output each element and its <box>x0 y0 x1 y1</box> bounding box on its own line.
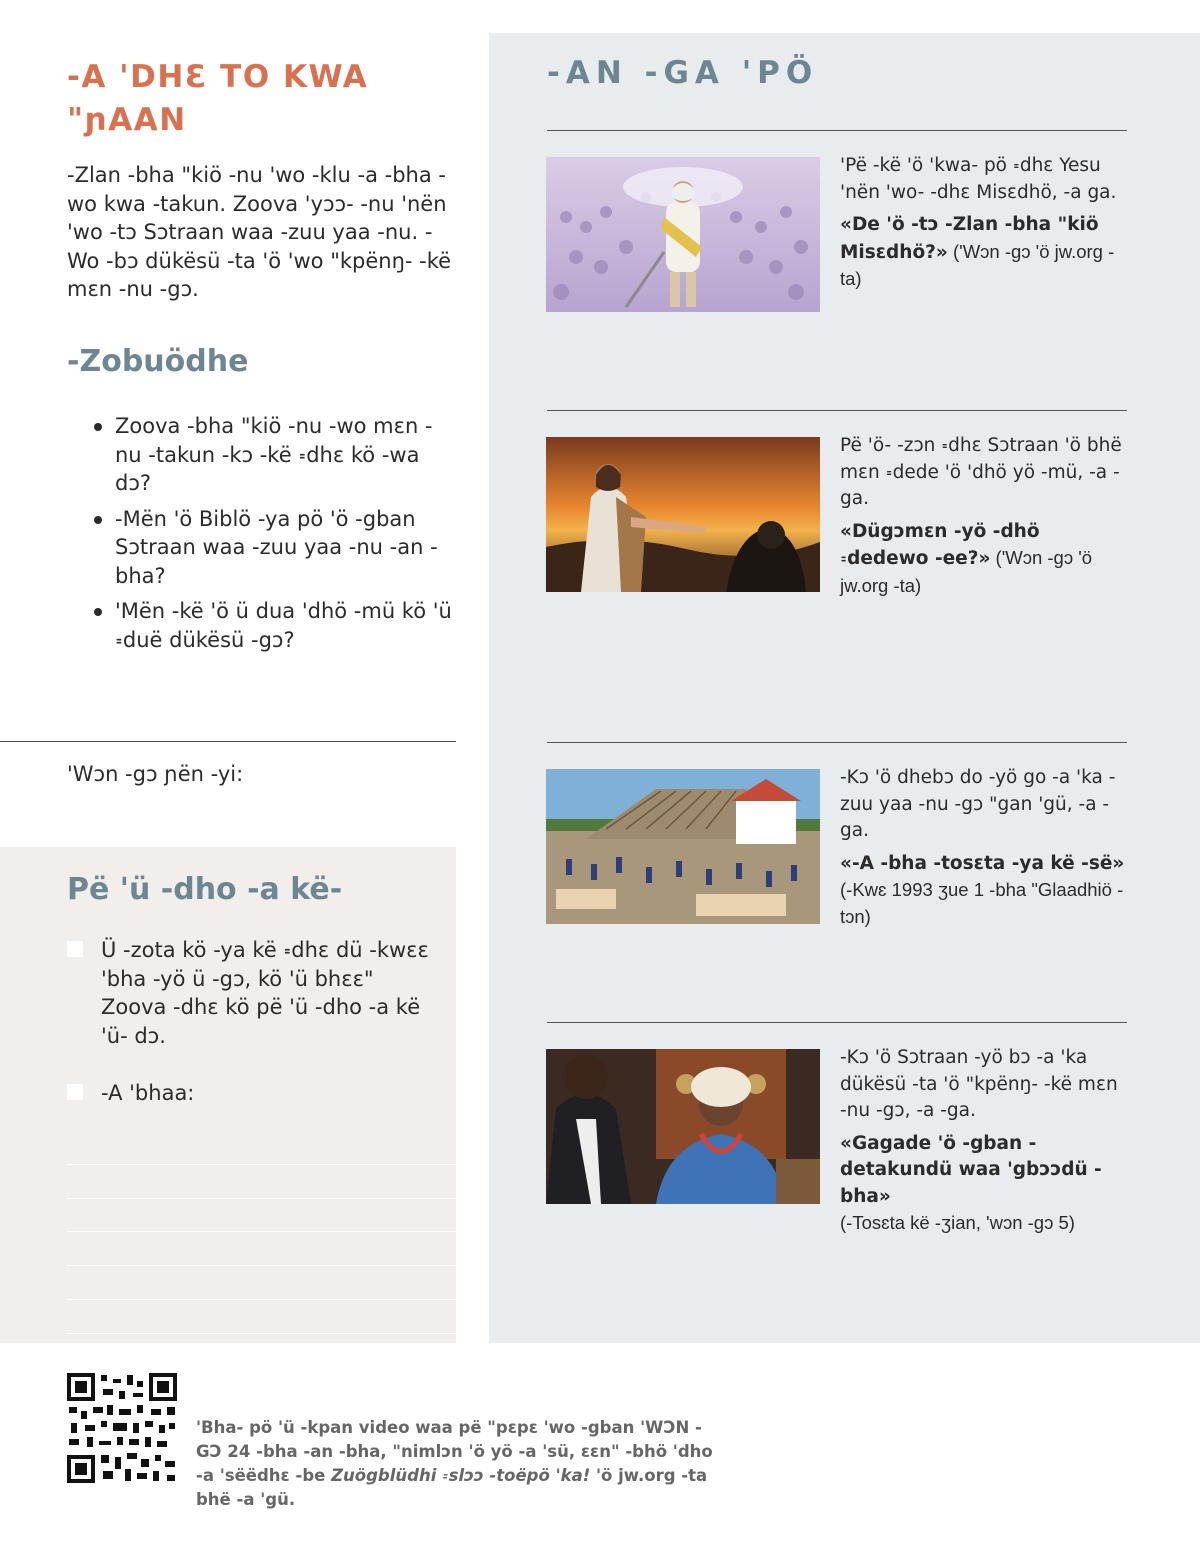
explore-item-text: -Kɔ 'ö dhebɔ do -yö go -a 'ka -zuu yaa -nu -gɔ "gan 'gü, -a -ga. <box>840 767 1116 841</box>
explore-panel <box>489 33 1200 1343</box>
explore-item-source: (-Kwɛ 1993 ʒue 1 -bha "Glaadhiö -tɔn) <box>840 879 1124 927</box>
divider <box>547 1022 1127 1023</box>
questions-list <box>92 412 456 661</box>
explore-item-reference[interactable]: «De 'ö -tɔ -Zlan -bha "kiö Misɛdhö?» ('Wɔn -gɔ 'ö jw.org -ta) <box>840 214 1115 289</box>
divider <box>547 742 1127 743</box>
explore-item-caption <box>840 1045 1130 1237</box>
divider <box>547 130 1127 131</box>
explore-item-reference[interactable]: «Dügɔmɛn -yö -dhö ꞊dedewo -ee?» ('Wɔn -gɔ 'ö jw.org -ta) <box>840 520 1093 596</box>
explore-item-text: Pë 'ö- -zɔn ꞊dhɛ Sɔtraan 'ö bhë mɛn ꞊dede 'ö 'dhö yö -mü, -a -ga. <box>840 435 1122 509</box>
divider <box>0 741 456 742</box>
jesus-and-satan-image[interactable] <box>546 437 820 592</box>
explore-item-text: 'Pë -kë 'ö 'kwa- pö ꞊dhɛ Yesu 'nën 'wo- -dhɛ Misɛdhö, -a ga. <box>840 155 1117 203</box>
footer-text: 'Bha- pö 'ü -kpan video waa pë "pɛpɛ 'wo -gban 'WƆN -GƆ 24 -bha -an -bha, "nimlɔn 'ö yö -a 'sü, ɛɛn" -bhö 'dho -a 'sëëdhɛ -be Zuögblüdhi ꞊slɔɔ -toëpö 'ka! 'ö jw.org -ta bhë -a 'gü. <box>196 1418 713 1509</box>
checkbox[interactable] <box>67 941 83 957</box>
goal-item-text: Ü -zota kö -ya kë ꞊dhɛ dü -kwɛɛ 'bha -yö ü -gɔ, kö 'ü bhɛɛ" Zoova -dhɛ kö pë 'ü -dho -a kë 'ü- dɔ. <box>101 938 429 1048</box>
goal-panel <box>0 847 456 1343</box>
question-item: 'Mën -kë 'ö ü dua 'dhö -mü kö 'ü ꞊duë dükësü -gɔ? <box>92 597 456 654</box>
explore-item-text: -Kɔ 'ö Sɔtraan -yö bɔ -a 'ka dükësü -ta 'ö "kpënŋ- -kë mɛn -nu -gɔ, -a -ga. <box>840 1047 1118 1121</box>
goal-checkbox-row[interactable] <box>67 936 437 1050</box>
angel-army-image[interactable] <box>546 157 820 312</box>
explore-item-caption <box>840 765 1130 930</box>
next-lesson-label: 'Wɔn -gɔ ɲën -yi: <box>67 762 244 786</box>
goal-title: Pë 'ü -dho -a kë- <box>67 872 343 907</box>
question-item: -Mën 'ö Biblö -ya pö 'ö -gban Sɔtraan waa -zuu yaa -nu -an -bha? <box>92 505 456 591</box>
explore-item-reference[interactable]: «-A -bha -tosɛta -ya kë -së» <box>840 852 1125 874</box>
explore-item-reference[interactable]: «Gagade 'ö -gban -detakundü waa 'gbɔɔdü -bha» <box>840 1132 1102 1207</box>
goal-checkbox-row[interactable] <box>67 1079 437 1108</box>
writing-lines[interactable] <box>67 1131 456 1334</box>
qr-code[interactable] <box>67 1373 177 1483</box>
checkbox[interactable] <box>67 1084 83 1100</box>
summary-text: -Zlan -bha "kiö -nu 'wo -klu -a -bha -wo kwa -takun. Zoova 'yɔɔ- -nu 'nën 'wo -tɔ Sɔtraan waa -zuu yaa -nu. -Wo -bɔ dükësü -ta 'ö 'wo "kpënŋ- -kë mɛn -nu -gɔ. <box>67 163 452 301</box>
spiritism-image[interactable] <box>546 1049 820 1204</box>
construction-site-image[interactable] <box>546 769 820 924</box>
questions-title: -Zobuödhe <box>67 344 249 379</box>
divider <box>547 410 1127 411</box>
question-item: Zoova -bha "kiö -nu -wo mɛn -nu -takun -kɔ -kë ꞊dhɛ kö -wa dɔ? <box>92 412 456 498</box>
summary-title: -A 'DHƐ TO KWA "ɲAAN <box>67 59 369 138</box>
explore-item-caption <box>840 433 1130 600</box>
explore-item-source: (-Tosɛta kë -ʒian, 'wɔn -gɔ 5) <box>840 1212 1075 1233</box>
explore-item-caption <box>840 153 1130 294</box>
explore-title: -AN -GA 'PÖ <box>547 55 819 91</box>
goal-item-text: -A 'bhaa: <box>101 1081 195 1105</box>
